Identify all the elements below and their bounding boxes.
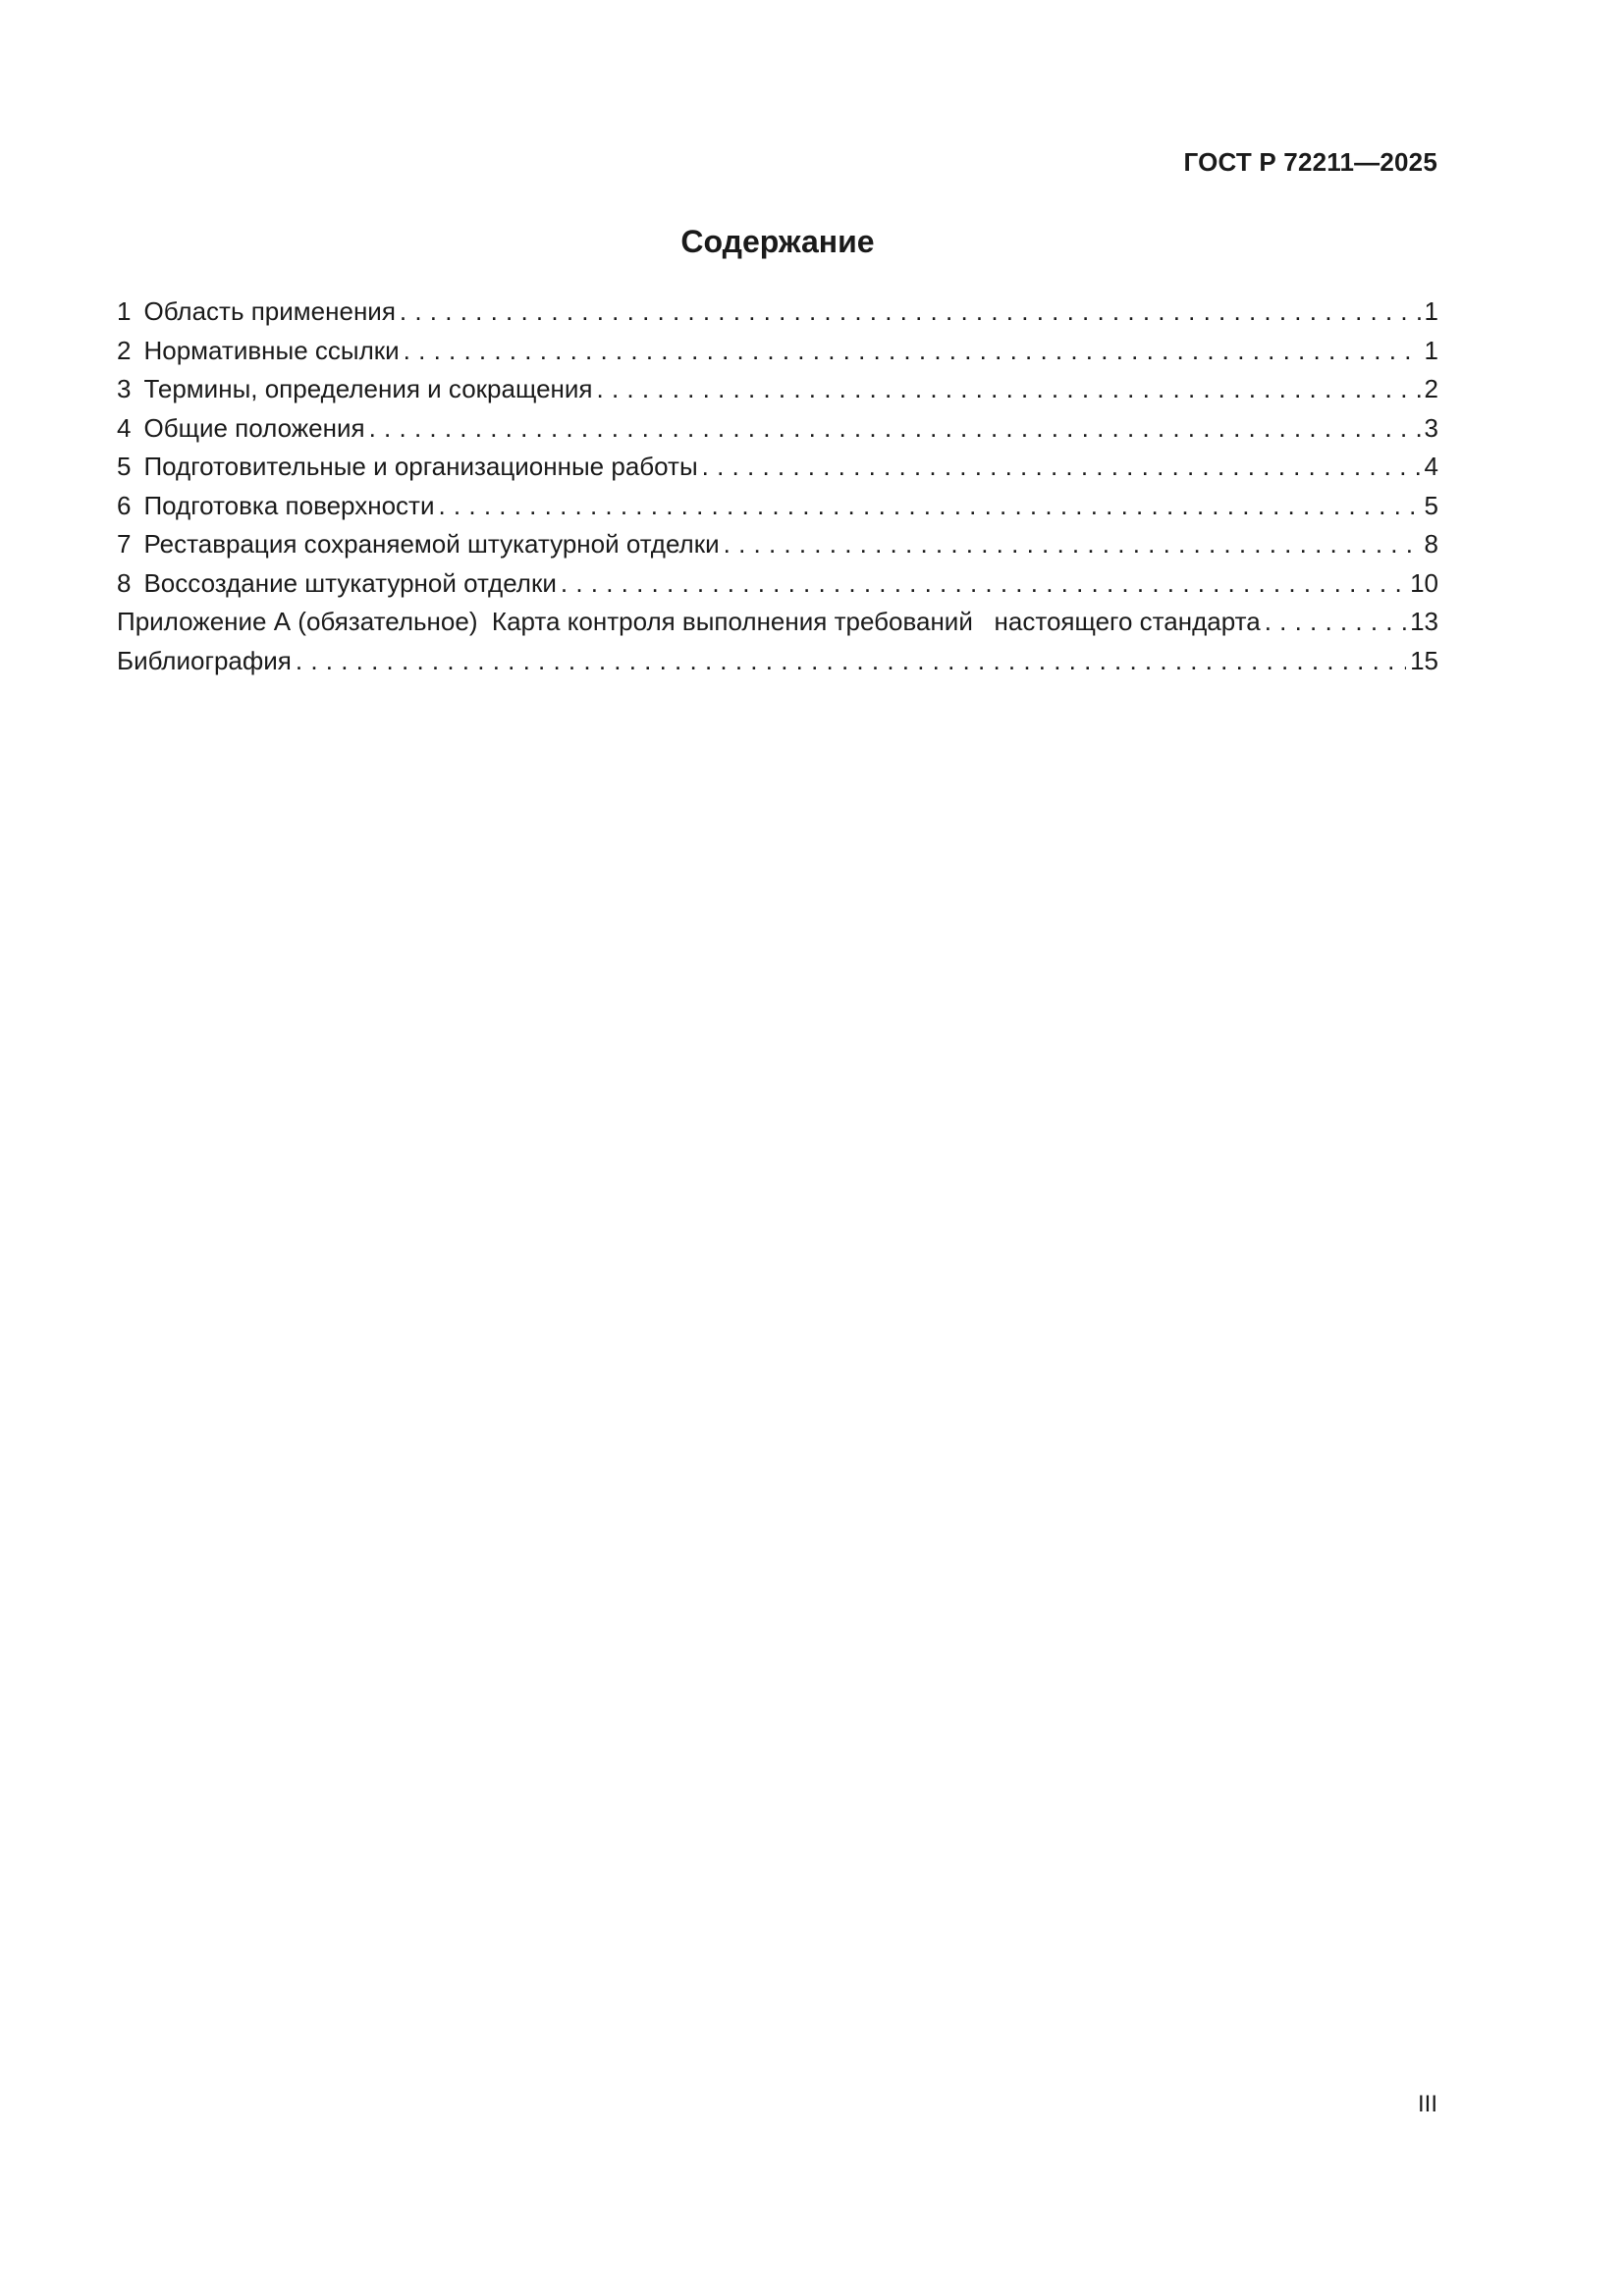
toc-item-title: Приложение А (обязательное) Карта контроля выполнения требований настоящего стандарта — [117, 607, 1261, 636]
toc-item-title: Воссоздание штукатурной отделки — [143, 567, 557, 598]
toc-item-title: Подготовительные и организационные работы — [143, 452, 698, 481]
toc-dot-leader — [724, 525, 1421, 564]
toc-item-page: 10 — [1410, 567, 1438, 598]
toc-item-2[interactable] — [117, 332, 1438, 371]
toc-dot-leader — [404, 332, 1421, 371]
toc-dot-leader — [369, 409, 1421, 449]
toc-title: Содержание — [680, 224, 875, 259]
toc-item-number: 1 — [117, 296, 132, 326]
toc-item-title: Реставрация сохраняемой штукатурной отделки — [143, 529, 720, 559]
toc-item-page: 1 — [1424, 296, 1438, 326]
toc-item-number: 4 — [117, 412, 132, 443]
toc-item-page: 2 — [1424, 374, 1438, 403]
toc-dot-leader — [702, 448, 1421, 487]
toc-item-page: 8 — [1424, 529, 1438, 559]
toc-dot-leader — [597, 370, 1421, 409]
toc-item-3[interactable] — [117, 370, 1438, 409]
toc-dot-leader — [400, 293, 1421, 332]
toc-item-4[interactable] — [117, 409, 1438, 449]
toc-item-page: 1 — [1424, 335, 1438, 365]
table-of-contents — [117, 293, 1438, 680]
toc-item-title: Термины, определения и сокращения — [143, 374, 593, 403]
toc-item-title: Библиография — [117, 645, 292, 675]
toc-item-page: 4 — [1424, 452, 1438, 481]
toc-item-page: 15 — [1410, 645, 1438, 675]
toc-item-number: 6 — [117, 490, 132, 520]
toc-item-title: Область применения — [143, 296, 396, 326]
toc-item-7[interactable] — [117, 525, 1438, 564]
toc-item-title: Нормативные ссылки — [143, 335, 400, 365]
toc-dot-leader — [296, 642, 1406, 681]
toc-item-number: 8 — [117, 567, 132, 598]
toc-item-page: 5 — [1424, 490, 1438, 520]
toc-item-page: 13 — [1410, 607, 1438, 636]
toc-item-6[interactable] — [117, 487, 1438, 526]
toc-item-title: Подготовка поверхности — [143, 490, 435, 520]
toc-dot-leader — [1265, 603, 1406, 642]
toc-item-number: 5 — [117, 452, 132, 481]
toc-dot-leader — [438, 487, 1420, 526]
document-code: ГОСТ Р 72211—2025 — [1183, 147, 1437, 177]
toc-item-number: 2 — [117, 335, 132, 365]
toc-item-number: 7 — [117, 529, 132, 559]
toc-item-bibliography[interactable] — [117, 642, 1438, 681]
toc-item-5[interactable] — [117, 448, 1438, 487]
toc-item-title: Общие положения — [143, 412, 365, 443]
page-number: III — [1417, 2091, 1437, 2117]
toc-item-page: 3 — [1424, 412, 1438, 443]
toc-item-appendix-a[interactable] — [117, 603, 1438, 642]
toc-item-number: 3 — [117, 374, 132, 403]
toc-item-8[interactable] — [117, 564, 1438, 604]
toc-item-1[interactable] — [117, 293, 1438, 332]
toc-dot-leader — [561, 564, 1406, 604]
